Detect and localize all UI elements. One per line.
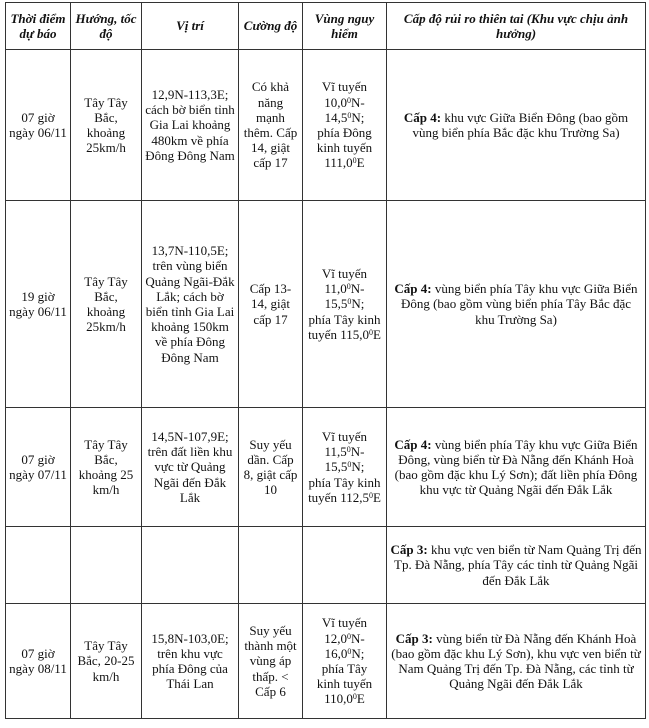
header-direction: Hướng, tốc độ <box>71 3 142 50</box>
risk-level: Cấp 4: vùng biển phía Tây khu vực Giữa Biển Đông (bao gồm vùng biển phía Tây Bắc đặc khu Trường Sa) <box>387 201 646 408</box>
danger-zone: Vĩ tuyến 10,0$^0$N- 14,5$^0$N; phía Đông kinh tuyến 111,0$^0$E <box>303 50 387 201</box>
table-row <box>6 201 646 408</box>
risk-level: Cấp 4: vùng biển phía Tây khu vực Giữa Biển Đông, vùng biển từ Đà Nẵng đến Khánh Hoà (bao gồm đặc khu Lý Sơn); đất liền phía Đông khu vực từ Quảng Ngãi đến Đắk Lắk <box>387 408 646 527</box>
position: 13,7N-110,5E; trên vùng biển Quảng Ngãi-Đắk Lắk; cách bờ biển tỉnh Gia Lai khoảng 150km về phía Đông Đông Nam <box>142 201 239 408</box>
intensity: Suy yếu thành một vùng áp thấp. < Cấp 6 <box>239 604 303 719</box>
danger-zone: Vĩ tuyến 11,5$^0$N- 15,5$^0$N; phía Tây kinh tuyến 112,5$^0$E <box>303 408 387 527</box>
direction-speed: Tây Tây Bắc, khoảng 25km/h <box>71 201 142 408</box>
position: 15,8N-103,0E; trên khu vực phía Đông của Thái Lan <box>142 604 239 719</box>
table-row <box>6 527 646 604</box>
risk-level: Cấp 3: vùng biển từ Đà Nẵng đến Khánh Hoà (bao gồm đặc khu Lý Sơn), khu vực ven biển từ Nam Quảng Trị đến Tp. Đà Nẵng, các tỉnh từ Quảng Ngãi đến Đắk Lắk <box>387 604 646 719</box>
position: 14,5N-107,9E; trên đất liền khu vực từ Quảng Ngãi đến Đắk Lắk <box>142 408 239 527</box>
intensity: Cấp 13-14, giật cấp 17 <box>239 201 303 408</box>
danger-zone: Vĩ tuyến 12,0$^0$N- 16,0$^0$N; phía Tây kinh tuyến 110,0$^0$E <box>303 604 387 719</box>
position: 12,9N-113,3E; cách bờ biển tỉnh Gia Lai khoảng 480km về phía Đông Đông Nam <box>142 50 239 201</box>
empty-cell <box>303 527 387 604</box>
intensity: Có khả năng mạnh thêm. Cấp 14, giật cấp 17 <box>239 50 303 201</box>
empty-cell <box>239 527 303 604</box>
table-row <box>6 50 646 201</box>
direction-speed: Tây Tây Bắc, khoảng 25 km/h <box>71 408 142 527</box>
forecast-table <box>5 2 646 719</box>
header-danger-zone: Vùng nguy hiểm <box>303 3 387 50</box>
forecast-time: 19 giờ ngày 06/11 <box>6 201 71 408</box>
empty-cell <box>142 527 239 604</box>
table-row <box>6 604 646 719</box>
forecast-time: 07 giờ ngày 08/11 <box>6 604 71 719</box>
direction-speed: Tây Tây Bắc, khoảng 25km/h <box>71 50 142 201</box>
empty-cell <box>6 527 71 604</box>
header-position: Vị trí <box>142 3 239 50</box>
forecast-time: 07 giờ ngày 06/11 <box>6 50 71 201</box>
direction-speed: Tây Tây Bắc, 20-25 km/h <box>71 604 142 719</box>
table-row <box>6 408 646 527</box>
risk-level: Cấp 4: khu vực Giữa Biển Đông (bao gồm vùng biển phía Bắc đặc khu Trường Sa) <box>387 50 646 201</box>
risk-level: Cấp 3: khu vực ven biển từ Nam Quảng Trị đến Tp. Đà Nẵng, phía Tây các tỉnh từ Quảng Ngãi đến Đắk Lắk <box>387 527 646 604</box>
header-row <box>6 3 646 50</box>
forecast-time: 07 giờ ngày 07/11 <box>6 408 71 527</box>
empty-cell <box>71 527 142 604</box>
header-risk-level: Cấp độ rủi ro thiên tai (Khu vực chịu ảnh hưởng) <box>387 3 646 50</box>
header-intensity: Cường độ <box>239 3 303 50</box>
intensity: Suy yếu dần. Cấp 8, giật cấp 10 <box>239 408 303 527</box>
danger-zone: Vĩ tuyến 11,0$^0$N- 15,5$^0$N; phía Tây kinh tuyến 115,0$^0$E <box>303 201 387 408</box>
header-time: Thời điểm dự báo <box>6 3 71 50</box>
